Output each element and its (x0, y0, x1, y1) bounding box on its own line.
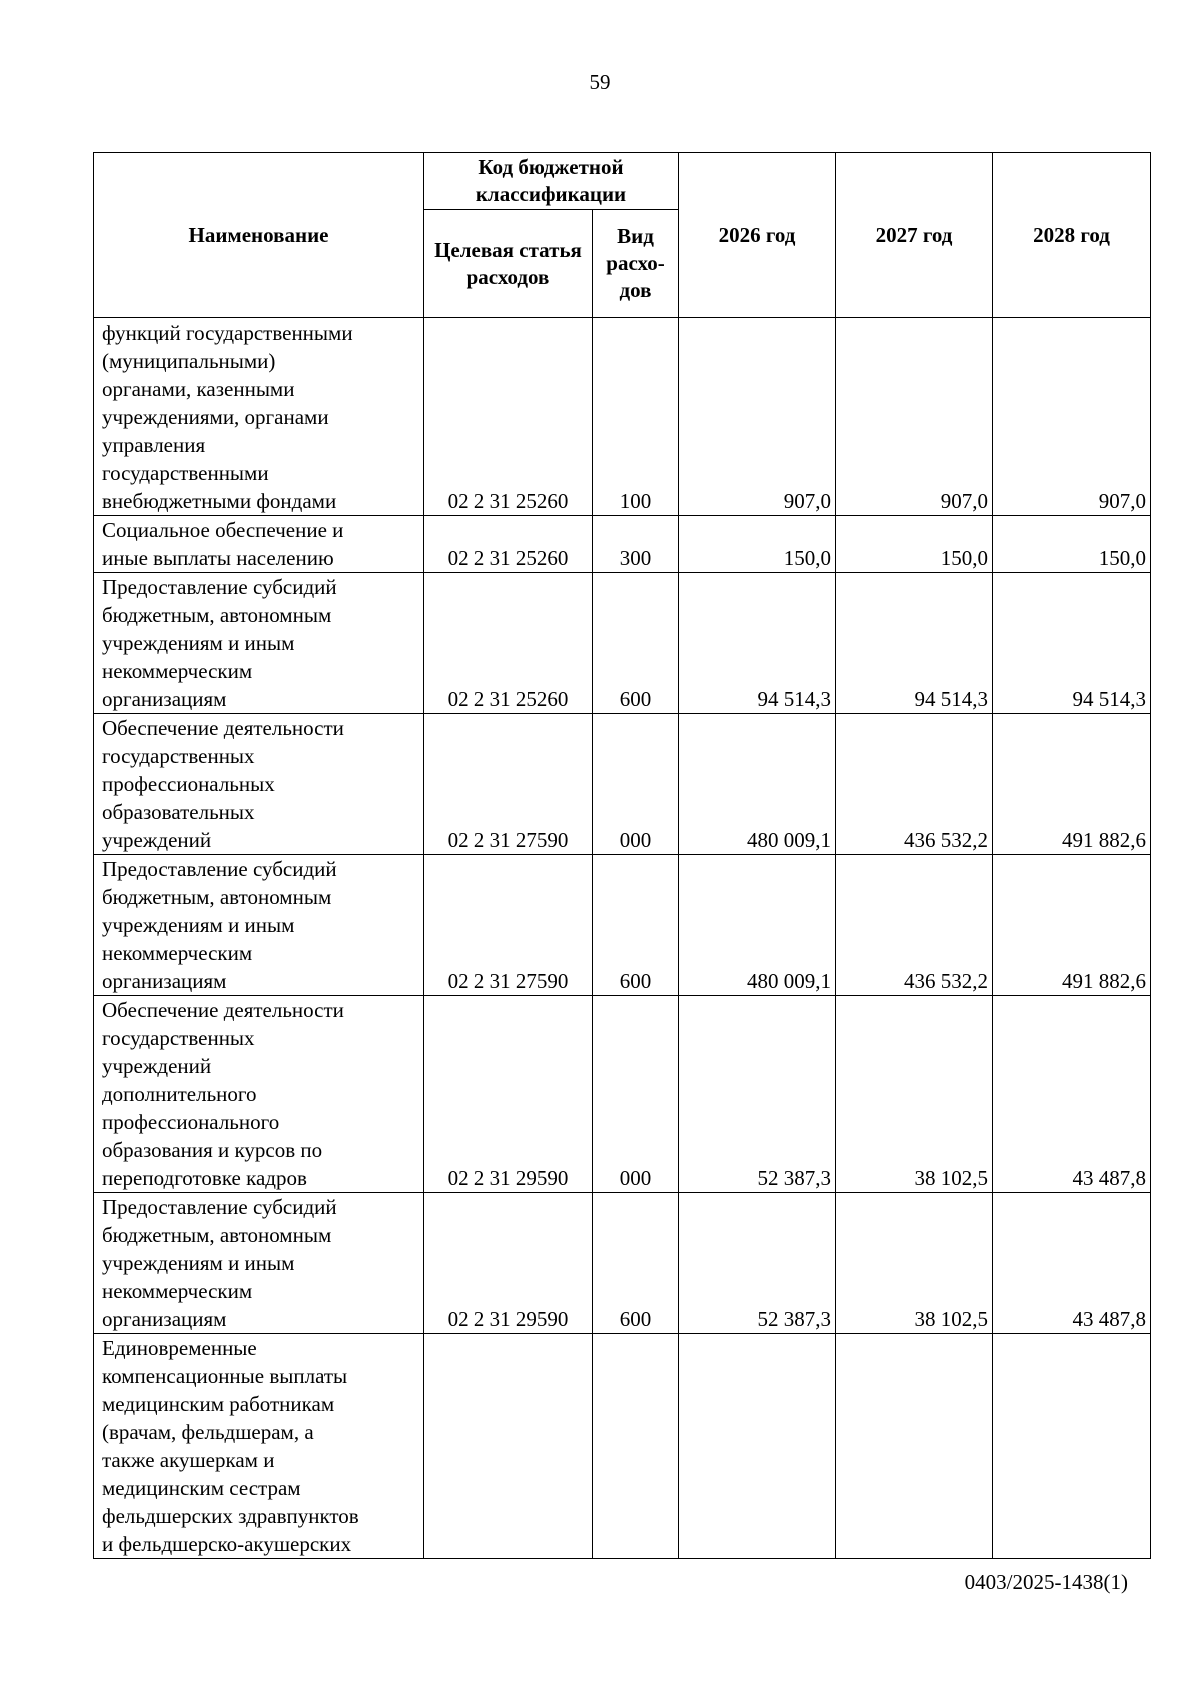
header-year-2027: 2027 год (836, 153, 993, 318)
row-2026-cell: 94 514,3 (679, 573, 836, 714)
row-name-cell (94, 573, 424, 714)
header-year-2028: 2028 год (993, 153, 1151, 318)
header-kbk-group: Код бюджетной классификации (424, 153, 679, 210)
row-target-article-cell: 02 2 31 29590 (424, 996, 593, 1193)
row-name-text: функций государственными (муниципальными) органами, казенными учреждениями, органами управления государственными внебюджетными фондами (102, 321, 353, 513)
row-2026-cell: 150,0 (679, 516, 836, 573)
row-name-text: Единовременные компенсационные выплаты медицинским работникам (врачам, фельдшерам, а также акушеркам и медицинским сестрам фельдшерских здравпунктов и фельдшерско-акушерских (102, 1336, 359, 1556)
header-year-2026: 2026 год (679, 153, 836, 318)
row-target-article-cell: 02 2 31 27590 (424, 714, 593, 855)
row-2028-cell: 43 487,8 (993, 1193, 1151, 1334)
page-number: 59 (589, 70, 611, 94)
row-name-cell (94, 516, 424, 573)
row-name-cell (94, 996, 424, 1193)
row-name-text: Обеспечение деятельности государственных учреждений дополнительного профессионального образования и курсов по переподготовке кадров (102, 998, 344, 1190)
row-name-cell (94, 1334, 424, 1559)
row-2027-cell: 907,0 (836, 318, 993, 516)
table-header (94, 153, 1151, 318)
row-target-article-cell: 02 2 31 25260 (424, 516, 593, 573)
row-2026-cell: 52 387,3 (679, 996, 836, 1193)
row-target-article-cell: 02 2 31 25260 (424, 318, 593, 516)
table-row (94, 318, 1151, 516)
row-name-text: Обеспечение деятельности государственных профессиональных образовательных учреждений (102, 716, 344, 852)
row-2027-cell: 436 532,2 (836, 714, 993, 855)
row-2026-cell: 480 009,1 (679, 855, 836, 996)
row-2027-cell: 38 102,5 (836, 996, 993, 1193)
row-2027-cell: 94 514,3 (836, 573, 993, 714)
row-name-text: Социальное обеспечение и иные выплаты населению (102, 518, 344, 570)
row-target-article-cell: 02 2 31 29590 (424, 1193, 593, 1334)
table-row (94, 1193, 1151, 1334)
row-expense-type-cell: 000 (593, 996, 679, 1193)
row-2027-cell: 38 102,5 (836, 1193, 993, 1334)
row-2028-cell: 491 882,6 (993, 855, 1151, 996)
table-row (94, 714, 1151, 855)
row-expense-type-cell: 600 (593, 1193, 679, 1334)
row-2026-cell (679, 1334, 836, 1559)
row-2028-cell: 150,0 (993, 516, 1151, 573)
row-expense-type-cell (593, 1334, 679, 1559)
row-name-text: Предоставление субсидий бюджетным, автономным учреждениям и иным некоммерческим организациям (102, 575, 337, 711)
row-2026-cell: 52 387,3 (679, 1193, 836, 1334)
row-name-text: Предоставление субсидий бюджетным, автономным учреждениям и иным некоммерческим организациям (102, 857, 337, 993)
row-target-article-cell: 02 2 31 27590 (424, 855, 593, 996)
row-2027-cell: 150,0 (836, 516, 993, 573)
budget-table (93, 152, 1151, 1559)
row-2028-cell (993, 1334, 1151, 1559)
header-name: Наименование (94, 153, 424, 318)
row-target-article-cell: 02 2 31 25260 (424, 573, 593, 714)
row-name-cell (94, 714, 424, 855)
row-expense-type-cell: 100 (593, 318, 679, 516)
row-2026-cell: 907,0 (679, 318, 836, 516)
table-row (94, 1334, 1151, 1559)
row-name-cell (94, 1193, 424, 1334)
row-2028-cell: 43 487,8 (993, 996, 1151, 1193)
table-row (94, 516, 1151, 573)
row-2027-cell (836, 1334, 993, 1559)
header-target-article: Целевая статья расходов (424, 210, 593, 318)
table-row (94, 573, 1151, 714)
row-expense-type-cell: 300 (593, 516, 679, 573)
row-name-cell (94, 855, 424, 996)
document-code: 0403/2025-1438(1) (964, 1570, 1128, 1594)
row-2026-cell: 480 009,1 (679, 714, 836, 855)
row-target-article-cell (424, 1334, 593, 1559)
header-expense-type: Вид расхо-дов (593, 210, 679, 318)
row-expense-type-cell: 600 (593, 573, 679, 714)
row-2027-cell: 436 532,2 (836, 855, 993, 996)
row-2028-cell: 94 514,3 (993, 573, 1151, 714)
row-expense-type-cell: 600 (593, 855, 679, 996)
table-row (94, 996, 1151, 1193)
row-expense-type-cell: 000 (593, 714, 679, 855)
row-2028-cell: 491 882,6 (993, 714, 1151, 855)
table-row (94, 855, 1151, 996)
table-body (94, 318, 1151, 1559)
row-2028-cell: 907,0 (993, 318, 1151, 516)
row-name-cell (94, 318, 424, 516)
row-name-text: Предоставление субсидий бюджетным, автономным учреждениям и иным некоммерческим организациям (102, 1195, 337, 1331)
